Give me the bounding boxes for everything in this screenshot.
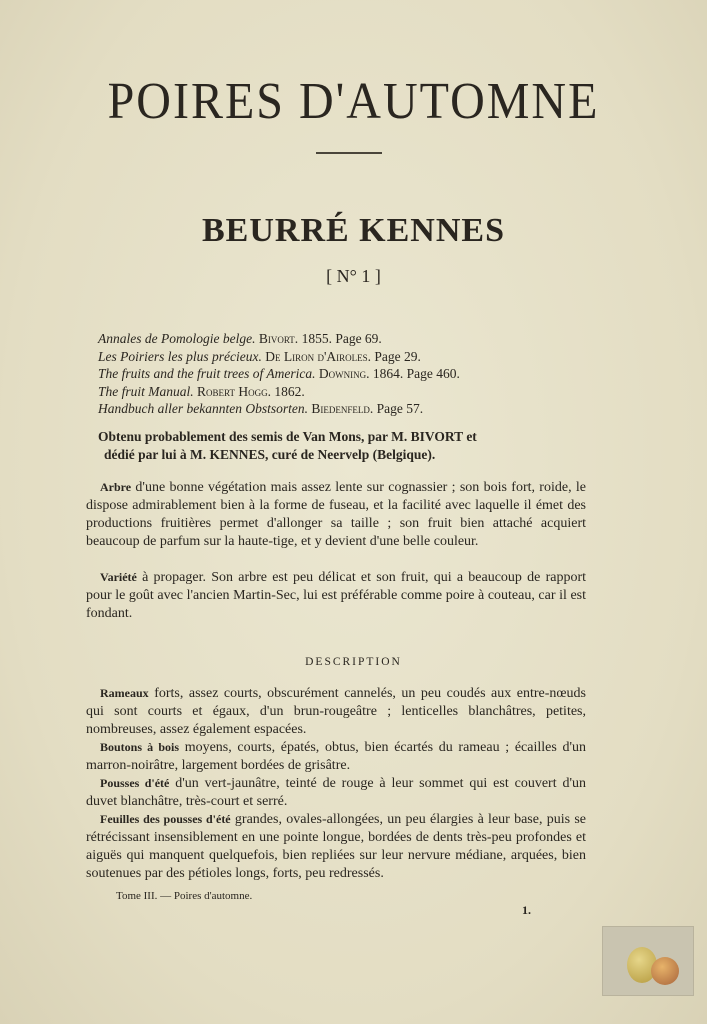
description-text: moyens, courts, épatés, obtus, bien écartés du rameau ; écailles d'un marron-noirâtre, largement bordées de grisâtre. <box>86 740 586 773</box>
reference-author: De Liron d'Airoles. <box>265 348 372 364</box>
page-title: POIRES D'AUTOMNE <box>107 72 600 131</box>
description-text: grandes, ovales-allongées, un peu élargies à leur base, puis se rétrécissant insensiblement en une pointe longue, bordées de dents très-peu profondes et aiguës qui manquent quelquefois, bien repliées sur leur nervure médiane, arquées, bien soutenues par des pétioles longs, forts, peu redressés. <box>86 812 586 881</box>
description-lead: Rameaux <box>100 686 149 700</box>
reference-work: The fruit Manual. <box>98 383 194 399</box>
description-pousses <box>86 774 586 811</box>
reference-item <box>98 365 578 383</box>
reference-author: Biedenfeld. <box>311 401 374 416</box>
description-lead: Pousses d'été <box>100 776 170 790</box>
origin-line-2: dédié par lui à M. KENNES, curé de Neervelp (Belgique). <box>104 447 436 462</box>
description-heading: DESCRIPTION <box>305 656 402 668</box>
reference-author: Robert Hogg. <box>197 383 271 399</box>
variety-title: BEURRÉ KENNES <box>201 212 505 249</box>
reference-item <box>98 330 578 348</box>
paragraph-arbre <box>86 478 586 551</box>
references-list <box>98 330 578 418</box>
description-boutons <box>86 738 586 775</box>
reference-details: Page 29. <box>374 348 421 364</box>
description-lead: Boutons à bois <box>100 740 180 754</box>
description-rameaux <box>86 684 586 739</box>
description-text: d'un vert-jaunâtre, teinté de rouge à leur sommet qui est couvert d'un duvet blanchâtre, très-court et serré. <box>86 776 586 809</box>
description-lead: Feuilles des pousses d'été <box>100 812 231 826</box>
reference-item <box>98 383 578 401</box>
paragraph-lead: Arbre <box>100 480 132 494</box>
title-divider <box>316 152 382 154</box>
reference-author: Downing. <box>318 366 370 381</box>
reference-work: Handbuch aller bekannten Obstsorten. <box>98 401 308 416</box>
page-footer: Tome III. — Poires d'automne. <box>116 890 253 902</box>
description-text: forts, assez courts, obscurément cannelés, un peu coudés aux entre-nœuds qui sont courts et égaux, d'un brun-rougeâtre ; lenticelles blanchâtres, petites, nombreuses, assez également espacées. <box>86 686 586 737</box>
reference-work: Annales de Pomologie belge. <box>98 331 256 346</box>
signature-mark: 1. <box>522 903 531 917</box>
fruit-thumbnail-image <box>602 926 694 996</box>
origin-line-1: Obtenu probablement des semis de Van Mons, par M. BIVORT et <box>98 429 477 444</box>
paragraph-text: à propager. Son arbre est peu délicat et son fruit, qui a beaucoup de rapport pour le goût avec l'ancien Martin-Sec, lui est préférable comme poire à couteau, car il est fondant. <box>86 570 586 621</box>
paragraph-lead: Variété <box>100 570 137 584</box>
origin-note <box>98 428 588 464</box>
reference-details: 1864. Page 460. <box>372 366 460 381</box>
reference-details: 1862. <box>274 383 305 399</box>
variety-number: [ N° 1 ] <box>326 266 381 286</box>
description-feuilles <box>86 810 586 883</box>
apple-icon <box>651 957 679 985</box>
reference-work: Les Poiriers les plus précieux. <box>98 348 262 364</box>
reference-author: Bivort. <box>258 331 299 346</box>
paragraph-variete <box>86 568 586 623</box>
reference-details: 1855. Page 69. <box>301 331 382 346</box>
reference-item <box>98 348 578 366</box>
reference-work: The fruits and the fruit trees of America. <box>98 366 316 381</box>
reference-details: Page 57. <box>376 401 424 416</box>
reference-item <box>98 400 578 418</box>
paragraph-text: d'une bonne végétation mais assez lente sur cognassier ; son bois fort, roide, le dispose admirablement bien à la forme de fuseau, et la facilité avec laquelle il émet des productions fruitières permet d'allonger sa taille ; son fruit bien attaché acquiert beaucoup de parfum sur la haute-tige, et y devient d'une belle couleur. <box>86 480 586 549</box>
